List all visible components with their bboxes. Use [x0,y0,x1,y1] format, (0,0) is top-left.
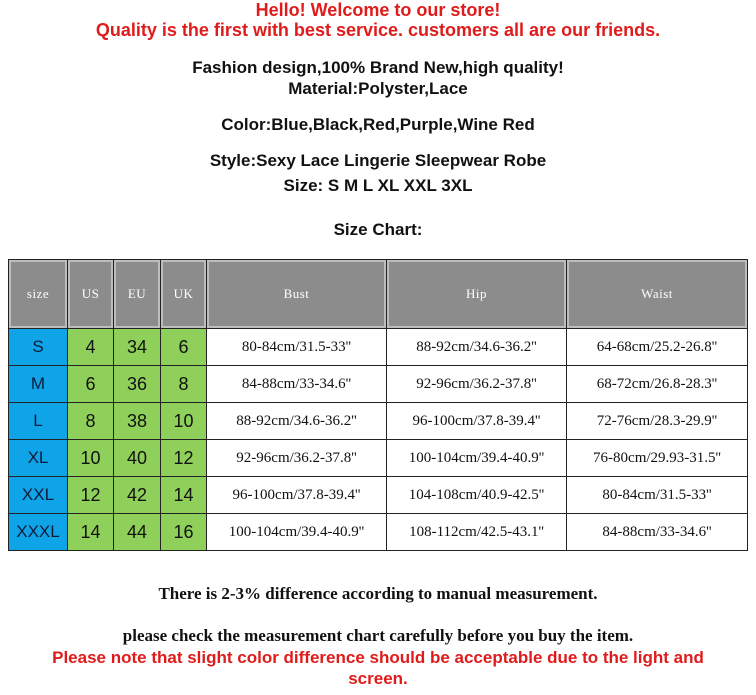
color-text: Color:Blue,Black,Red,Purple,Wine Red [221,115,535,134]
hip-cell: 100-104cm/39.4-40.9'' [387,440,567,477]
us-cell: 12 [68,477,114,514]
check-note: please check the measurement chart carefully before you buy the item. [122,626,634,645]
size-cell: S [9,329,68,366]
hip-cell: 104-108cm/40.9-42.5'' [387,477,567,514]
header-hip: Hip [387,260,567,329]
header-eu: EU [114,260,161,329]
waist-cell: 76-80cm/29.93-31.5'' [567,440,748,477]
table-row [9,403,748,440]
uk-cell: 8 [161,366,207,403]
eu-cell: 36 [114,366,161,403]
color-note-line-2: screen. [348,669,408,688]
eu-cell: 34 [114,329,161,366]
eu-cell: 40 [114,440,161,477]
eu-cell: 38 [114,403,161,440]
size-cell: XXXL [9,514,68,551]
quality-text: Quality is the first with best service. customers all are our friends. [95,20,661,40]
waist-cell: 68-72cm/26.8-28.3'' [567,366,748,403]
header-waist: Waist [567,260,748,329]
hip-cell: 96-100cm/37.8-39.4'' [387,403,567,440]
material-text: Material:Polyster,Lace [288,79,468,98]
table-row [9,329,748,366]
table-row [9,477,748,514]
hip-cell: 92-96cm/36.2-37.8'' [387,366,567,403]
header-uk: UK [161,260,207,329]
welcome-text: Hello! Welcome to our store! [255,0,501,20]
table-row [9,440,748,477]
size-cell: XL [9,440,68,477]
waist-cell: 64-68cm/25.2-26.8'' [567,329,748,366]
size-chart-title: Size Chart: [333,220,423,239]
header-us: US [68,260,114,329]
table-row [9,366,748,403]
header-bust: Bust [207,260,387,329]
size-cell: XXL [9,477,68,514]
header-size: size [9,260,68,329]
waist-cell: 80-84cm/31.5-33'' [567,477,748,514]
us-cell: 6 [68,366,114,403]
us-cell: 14 [68,514,114,551]
waist-cell: 84-88cm/33-34.6'' [567,514,748,551]
bust-cell: 100-104cm/39.4-40.9'' [207,514,387,551]
bust-cell: 92-96cm/36.2-37.8'' [207,440,387,477]
uk-cell: 14 [161,477,207,514]
fashion-text: Fashion design,100% Brand New,high quality! [192,58,564,77]
waist-cell: 72-76cm/28.3-29.9'' [567,403,748,440]
us-cell: 8 [68,403,114,440]
bust-cell: 88-92cm/34.6-36.2'' [207,403,387,440]
size-chart-table [8,259,748,551]
style-text: Style:Sexy Lace Lingerie Sleepwear Robe [209,151,547,170]
eu-cell: 42 [114,477,161,514]
eu-cell: 44 [114,514,161,551]
size-text: Size: S M L XL XXL 3XL [283,176,473,195]
bust-cell: 96-100cm/37.8-39.4'' [207,477,387,514]
table-row [9,514,748,551]
hip-cell: 88-92cm/34.6-36.2'' [387,329,567,366]
table-header-row [9,260,748,329]
size-cell: L [9,403,68,440]
size-cell: M [9,366,68,403]
uk-cell: 6 [161,329,207,366]
bust-cell: 80-84cm/31.5-33'' [207,329,387,366]
us-cell: 10 [68,440,114,477]
color-note-line-1: Please note that slight color difference should be acceptable due to the light and [52,648,704,667]
hip-cell: 108-112cm/42.5-43.1'' [387,514,567,551]
uk-cell: 10 [161,403,207,440]
uk-cell: 16 [161,514,207,551]
bust-cell: 84-88cm/33-34.6'' [207,366,387,403]
uk-cell: 12 [161,440,207,477]
us-cell: 4 [68,329,114,366]
difference-note: There is 2-3% difference according to manual measurement. [158,584,598,603]
